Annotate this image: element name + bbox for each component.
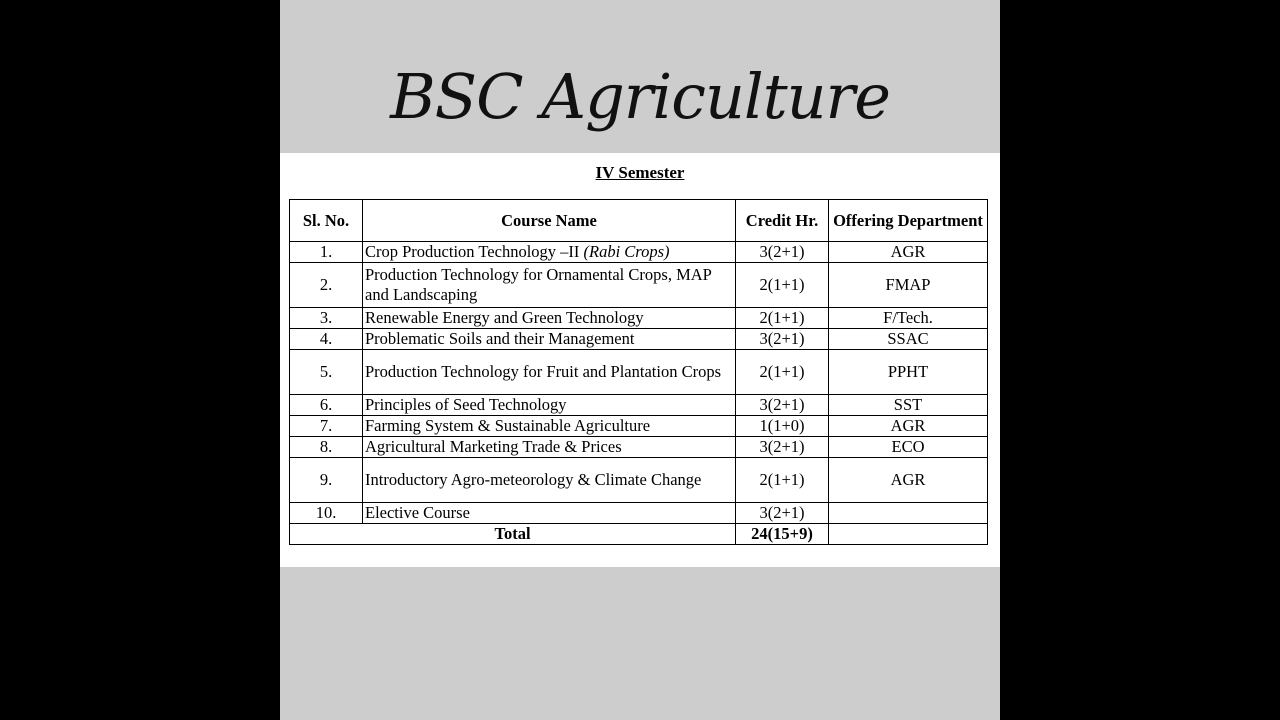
total-row (290, 524, 988, 545)
cell-course-name: Elective Course (363, 503, 736, 524)
total-label: Total (290, 524, 736, 545)
cell-department: ECO (829, 437, 988, 458)
cell-credit-hr: 3(2+1) (736, 329, 829, 350)
course-name-italic-text: (Rabi Crops) (583, 242, 670, 261)
cell-department: AGR (829, 242, 988, 263)
cell-credit-hr: 3(2+1) (736, 395, 829, 416)
header-credit-hr: Credit Hr. (736, 200, 829, 242)
table-header-row (290, 200, 988, 242)
cell-credit-hr: 2(1+1) (736, 308, 829, 329)
cell-course-name: Farming System & Sustainable Agriculture (363, 416, 736, 437)
cell-credit-hr: 3(2+1) (736, 437, 829, 458)
cell-credit-hr: 2(1+1) (736, 350, 829, 395)
cell-department: SST (829, 395, 988, 416)
cell-sl-no: 7. (290, 416, 363, 437)
cell-sl-no: 9. (290, 458, 363, 503)
cell-credit-hr: 3(2+1) (736, 242, 829, 263)
page-title: BSC Agriculture (390, 60, 890, 133)
cell-credit-hr: 2(1+1) (736, 458, 829, 503)
page-frame (280, 0, 1000, 720)
cell-course-name: Renewable Energy and Green Technology (363, 308, 736, 329)
cell-department (829, 503, 988, 524)
semester-title: IV Semester (595, 163, 685, 182)
table-row (290, 263, 988, 308)
table-row (290, 458, 988, 503)
header-sl-no: Sl. No. (290, 200, 363, 242)
cell-course-name: Problematic Soils and their Management (363, 329, 736, 350)
cell-sl-no: 6. (290, 395, 363, 416)
cell-sl-no: 4. (290, 329, 363, 350)
table-row (290, 437, 988, 458)
cell-department: FMAP (829, 263, 988, 308)
cell-department: PPHT (829, 350, 988, 395)
course-table (289, 199, 988, 545)
cell-department: SSAC (829, 329, 988, 350)
cell-sl-no: 2. (290, 263, 363, 308)
table-row (290, 350, 988, 395)
cell-course-name: Introductory Agro-meteorology & Climate Change (363, 458, 736, 503)
table-row (290, 308, 988, 329)
document-sheet (280, 153, 1000, 567)
cell-credit-hr: 3(2+1) (736, 503, 829, 524)
header-course-name: Course Name (363, 200, 736, 242)
cell-credit-hr: 2(1+1) (736, 263, 829, 308)
cell-course-name (363, 242, 736, 263)
cell-course-name: Principles of Seed Technology (363, 395, 736, 416)
cell-sl-no: 10. (290, 503, 363, 524)
course-name-text: Crop Production Technology –II (365, 242, 584, 261)
header-offering-department: Offering Department (829, 200, 988, 242)
cell-sl-no: 1. (290, 242, 363, 263)
table-row (290, 416, 988, 437)
table-row (290, 395, 988, 416)
total-department (829, 524, 988, 545)
cell-course-name: Production Technology for Ornamental Crops, MAP and Landscaping (363, 263, 736, 308)
cell-course-name: Agricultural Marketing Trade & Prices (363, 437, 736, 458)
cell-department: F/Tech. (829, 308, 988, 329)
cell-course-name: Production Technology for Fruit and Plantation Crops (363, 350, 736, 395)
table-row (290, 503, 988, 524)
table-row (290, 242, 988, 263)
cell-department: AGR (829, 458, 988, 503)
cell-credit-hr: 1(1+0) (736, 416, 829, 437)
total-credit-hr: 24(15+9) (736, 524, 829, 545)
cell-sl-no: 8. (290, 437, 363, 458)
cell-sl-no: 3. (290, 308, 363, 329)
cell-sl-no: 5. (290, 350, 363, 395)
table-row (290, 329, 988, 350)
cell-department: AGR (829, 416, 988, 437)
